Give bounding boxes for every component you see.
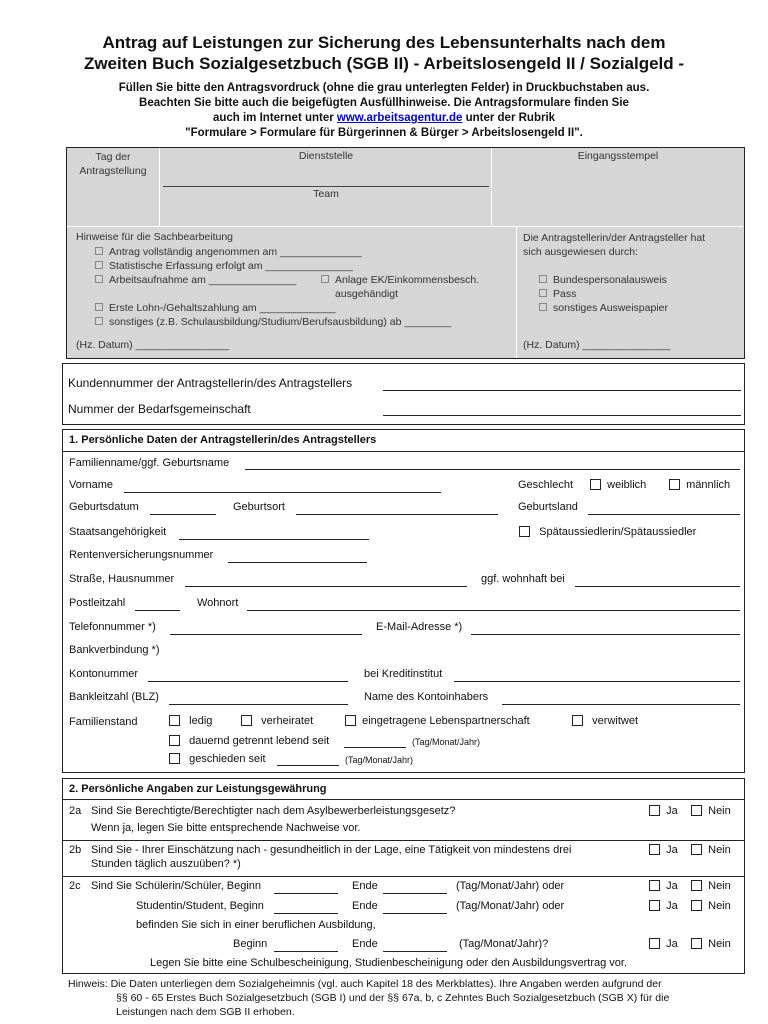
anlage-item: Anlage EK/Einkommensbesch. ausgehändigt	[321, 273, 479, 301]
geburtsland-field[interactable]	[588, 514, 740, 515]
id-item: Pass	[539, 287, 668, 301]
kundennummer-label: Kundennummer der Antragstellerin/des Antragstellers	[68, 376, 353, 390]
ausbildung-ende-field[interactable]	[383, 951, 447, 952]
dienststelle-label: Dienststelle	[298, 150, 354, 162]
q2c-text2: Studentin/Student, Beginn	[136, 900, 264, 912]
checkbox-verheiratet[interactable]	[241, 715, 252, 726]
getrennt-option[interactable]: dauernd getrennt lebend seit	[169, 735, 329, 747]
checkbox-icon	[539, 275, 547, 283]
spaetaussiedler-option[interactable]: Spätaussiedlerin/Spätaussiedler	[519, 526, 696, 538]
ausbildung-tmj: (Tag/Monat/Jahr)?	[459, 938, 549, 950]
intro-line2: Beachten Sie bitte auch die beigefügten Ausfüllhinweise. Die Antragsformulare finden Sie	[139, 97, 629, 109]
checkbox-icon	[539, 289, 547, 297]
antragstellung-label: Antragstellung	[79, 165, 147, 177]
checkbox-2c-student-nein[interactable]	[691, 900, 702, 911]
plz-field[interactable]	[135, 610, 180, 611]
intro-line3	[0, 111, 768, 125]
checkbox-lebenspartner[interactable]	[345, 715, 356, 726]
kreditinstitut-label: bei Kreditinstitut	[364, 668, 443, 680]
checkbox-getrennt[interactable]	[169, 735, 180, 746]
student-tmj: (Tag/Monat/Jahr) oder	[456, 900, 565, 912]
bankverbindung-label: Bankverbindung *)	[69, 644, 160, 656]
student-ende-label: Ende	[352, 900, 378, 912]
q2c-student-ja[interactable]: Ja	[649, 900, 678, 912]
hz-datum-right: (Hz. Datum) _______________	[523, 339, 671, 351]
verheiratet-option[interactable]: verheiratet	[241, 715, 313, 727]
geschlecht-label: Geschlecht	[518, 479, 574, 491]
geburtsort-label: Geburtsort	[233, 501, 285, 513]
checkbox-2c-student-ja[interactable]	[649, 900, 660, 911]
schueler-beginn-field[interactable]	[274, 893, 338, 894]
intro-line4: "Formulare > Formulare für Bürgerinnen & Bürger > Arbeitslosengeld II".	[185, 127, 583, 139]
blz-field[interactable]	[169, 704, 348, 705]
q2a-text2: Wenn ja, legen Sie bitte entsprechende Nachweise vor.	[91, 822, 361, 834]
office-use-box	[66, 147, 745, 359]
ledig-option[interactable]: ledig	[169, 715, 212, 727]
intro-line3-pre: auch im Internet unter	[212, 112, 337, 124]
form-title-line1: Antrag auf Leistungen zur Sicherung des Lebensunterhalts nach dem	[102, 33, 666, 52]
strasse-field[interactable]	[185, 586, 467, 587]
telefon-label: Telefonnummer *)	[69, 621, 156, 633]
checkbox-icon	[539, 303, 547, 311]
checkbox-2c-ausbildung-ja[interactable]	[649, 938, 660, 949]
plz-label: Postleitzahl	[69, 597, 126, 609]
q2c-number: 2c	[69, 880, 81, 892]
q2c-ausbildung-nein[interactable]: Nein	[691, 938, 731, 950]
weiblich-option[interactable]: weiblich	[590, 479, 646, 491]
intro-line3-post: unter der Rubrik	[462, 112, 556, 124]
familienstand-label: Familienstand	[69, 716, 138, 728]
hz-datum-left: (Hz. Datum) ________________	[76, 339, 229, 351]
nachweis-text: Legen Sie bitte eine Schulbescheinigung, Studienbescheinigung oder den Ausbildungsvertrag vor.	[150, 957, 628, 969]
hinweis-item: Arbeitsaufnahme am _______________	[95, 273, 362, 287]
kontoinhaber-label: Name des Kontoinhabers	[364, 691, 489, 703]
q2c-schueler-ja[interactable]: Ja	[649, 880, 678, 892]
checkbox-2a-ja[interactable]	[649, 805, 660, 816]
hinweis-item: Antrag vollständig angenommen am ______________	[95, 245, 362, 259]
geschieden-tmj: (Tag/Monat/Jahr)	[345, 755, 414, 765]
q2b-text2: Stunden täglich auszuüben? *)	[91, 858, 241, 870]
checkbox-icon	[321, 275, 329, 283]
footer-line1: Hinweis: Die Daten unterliegen dem Sozialgeheimnis (vgl. auch Kapitel 18 des Merkblattes). Ihre Angaben werden aufgrund der	[68, 978, 662, 990]
form-title-line2: Zweiten Buch Sozialgesetzbuch (SGB II) - Arbeitslosengeld II / Sozialgeld -	[83, 54, 685, 73]
checkbox-verwitwet[interactable]	[572, 715, 583, 726]
checkbox-icon	[95, 261, 103, 269]
ausbildung-beginn-label: Beginn	[233, 938, 268, 950]
website-link[interactable]: www.arbeitsagentur.de	[336, 112, 463, 124]
getrennt-date-field[interactable]	[344, 747, 406, 748]
email-field[interactable]	[471, 634, 740, 635]
geschieden-date-field[interactable]	[277, 765, 339, 766]
q2a-ja[interactable]: Ja	[649, 805, 678, 817]
geburtsdatum-field[interactable]	[150, 514, 216, 515]
schueler-ende-label: Ende	[352, 880, 378, 892]
wohnort-field[interactable]	[247, 610, 740, 611]
geburtsland-label: Geburtsland	[518, 501, 578, 513]
q2c-schueler-nein[interactable]: Nein	[691, 880, 731, 892]
q2a-nein[interactable]: Nein	[691, 805, 731, 817]
checkbox-spaetaussiedler[interactable]	[519, 526, 530, 537]
rentenvers-field[interactable]	[228, 562, 367, 563]
footer-line2: §§ 60 - 65 Erstes Buch Sozialgesetzbuch (SGB I) und der §§ 67a, b, c Zehntes Buch Sozialgesetzbuch (SGB X) für die	[116, 992, 670, 1004]
checkbox-2b-ja[interactable]	[649, 844, 660, 855]
checkbox-ledig[interactable]	[169, 715, 180, 726]
q2b-nein[interactable]: Nein	[691, 844, 731, 856]
section2-heading: 2. Persönliche Angaben zur Leistungsgewährung	[69, 783, 327, 795]
blz-label: Bankleitzahl (BLZ)	[69, 691, 159, 703]
vorname-label: Vorname	[69, 479, 114, 491]
hinweis-item: sonstiges (z.B. Schulausbildung/Studium/Berufsausbildung) ab ________	[95, 315, 451, 329]
kundennummer-field[interactable]	[383, 390, 741, 391]
team-label: Team	[313, 188, 339, 200]
kontonummer-field[interactable]	[148, 681, 348, 682]
q2b-number: 2b	[69, 844, 82, 856]
checkbox-icon	[95, 303, 103, 311]
vorname-field[interactable]	[124, 492, 441, 493]
checkbox-icon	[95, 317, 103, 325]
geburtsort-field[interactable]	[296, 514, 498, 515]
ausbildung-beginn-field[interactable]	[274, 951, 338, 952]
hinweis-item: Statistische Erfassung erfolgt am _______________	[95, 259, 362, 273]
maennlich-option[interactable]: männlich	[669, 479, 730, 491]
hinweis-item: Erste Lohn-/Gehaltszahlung am _____________	[95, 301, 451, 315]
checkbox-2c-schueler-ja[interactable]	[649, 880, 660, 891]
email-label: E-Mail-Adresse *)	[376, 621, 463, 633]
tag-der-label: Tag der	[95, 151, 131, 163]
familienname-field[interactable]	[245, 469, 740, 470]
wohnhaft-field[interactable]	[575, 586, 740, 587]
q2b-ja[interactable]: Ja	[649, 844, 678, 856]
checkbox-2a-nein[interactable]	[691, 805, 702, 816]
ausgewiesen-label: Die Antragstellerin/der Antragsteller hat sich ausgewiesen durch:	[523, 232, 706, 258]
wohnort-label: Wohnort	[197, 597, 239, 609]
rentenvers-label: Rentenversicherungsnummer	[69, 549, 214, 561]
hinweise-list-2	[95, 301, 451, 329]
schueler-ende-field[interactable]	[383, 893, 447, 894]
telefon-field[interactable]	[170, 634, 362, 635]
getrennt-tmj: (Tag/Monat/Jahr)	[412, 737, 481, 747]
kontoinhaber-field[interactable]	[502, 704, 740, 705]
bg-field[interactable]	[383, 415, 741, 416]
bg-label: Nummer der Bedarfsgemeinschaft	[68, 402, 251, 416]
hinweise-label: Hinweise für die Sachbearbeitung	[76, 231, 234, 243]
checkbox-2c-ausbildung-nein[interactable]	[691, 938, 702, 949]
familienname-label: Familienname/ggf. Geburtsname	[69, 457, 230, 469]
id-item: sonstiges Ausweispapier	[539, 301, 668, 315]
q2a-text1: Sind Sie Berechtigte/Berechtigter nach dem Asylbewerberleistungsgesetz?	[91, 805, 456, 817]
id-list	[539, 273, 668, 315]
q2c-ausbildung-ja[interactable]: Ja	[649, 938, 678, 950]
checkbox-icon	[95, 247, 103, 255]
q2c-text3: befinden Sie sich in einer beruflichen Ausbildung,	[136, 919, 376, 931]
strasse-label: Straße, Hausnummer	[69, 573, 175, 585]
id-item: Bundespersonalausweis	[539, 273, 668, 287]
checkbox-icon	[95, 275, 103, 283]
wohnhaft-label: ggf. wohnhaft bei	[481, 573, 565, 585]
eingangsstempel-label: Eingangsstempel	[577, 150, 659, 162]
verwitwet-option[interactable]: verwitwet	[572, 715, 638, 727]
kunden-box	[62, 363, 745, 425]
kreditinstitut-field[interactable]	[454, 681, 740, 682]
kontonummer-label: Kontonummer	[69, 668, 139, 680]
section1-heading: 1. Persönliche Daten der Antragstellerin/des Antragstellers	[69, 434, 377, 446]
student-beginn-field[interactable]	[274, 913, 338, 914]
q2c-text1: Sind Sie Schülerin/Schüler, Beginn	[91, 880, 261, 892]
checkbox-geschieden[interactable]	[169, 753, 180, 764]
ausbildung-ende-label: Ende	[352, 938, 378, 950]
intro-line1: Füllen Sie bitte den Antragsvordruck (ohne die grau unterlegten Felder) in Druckbuchstaben aus.	[118, 82, 650, 94]
staatsangehoerigkeit-label: Staatsangehörigkeit	[69, 526, 167, 538]
student-ende-field[interactable]	[383, 913, 447, 914]
q2a-number: 2a	[69, 805, 82, 817]
schueler-tmj: (Tag/Monat/Jahr) oder	[456, 880, 565, 892]
checkbox-2b-nein[interactable]	[691, 844, 702, 855]
geburtsdatum-label: Geburtsdatum	[69, 501, 139, 513]
checkbox-maennlich[interactable]	[669, 479, 680, 490]
checkbox-2c-schueler-nein[interactable]	[691, 880, 702, 891]
q2c-student-nein[interactable]: Nein	[691, 900, 731, 912]
q2b-text1: Sind Sie - Ihrer Einschätzung nach - gesundheitlich in der Lage, eine Tätigkeit von mindestens drei	[91, 844, 572, 856]
checkbox-weiblich[interactable]	[590, 479, 601, 490]
footer-line3: Leistungen nach dem SGB II erhoben.	[116, 1006, 295, 1018]
staatsangehoerigkeit-field[interactable]	[179, 539, 369, 540]
geschieden-option[interactable]: geschieden seit	[169, 753, 266, 765]
lebenspartner-option[interactable]: eingetragene Lebenspartnerschaft	[345, 715, 530, 727]
